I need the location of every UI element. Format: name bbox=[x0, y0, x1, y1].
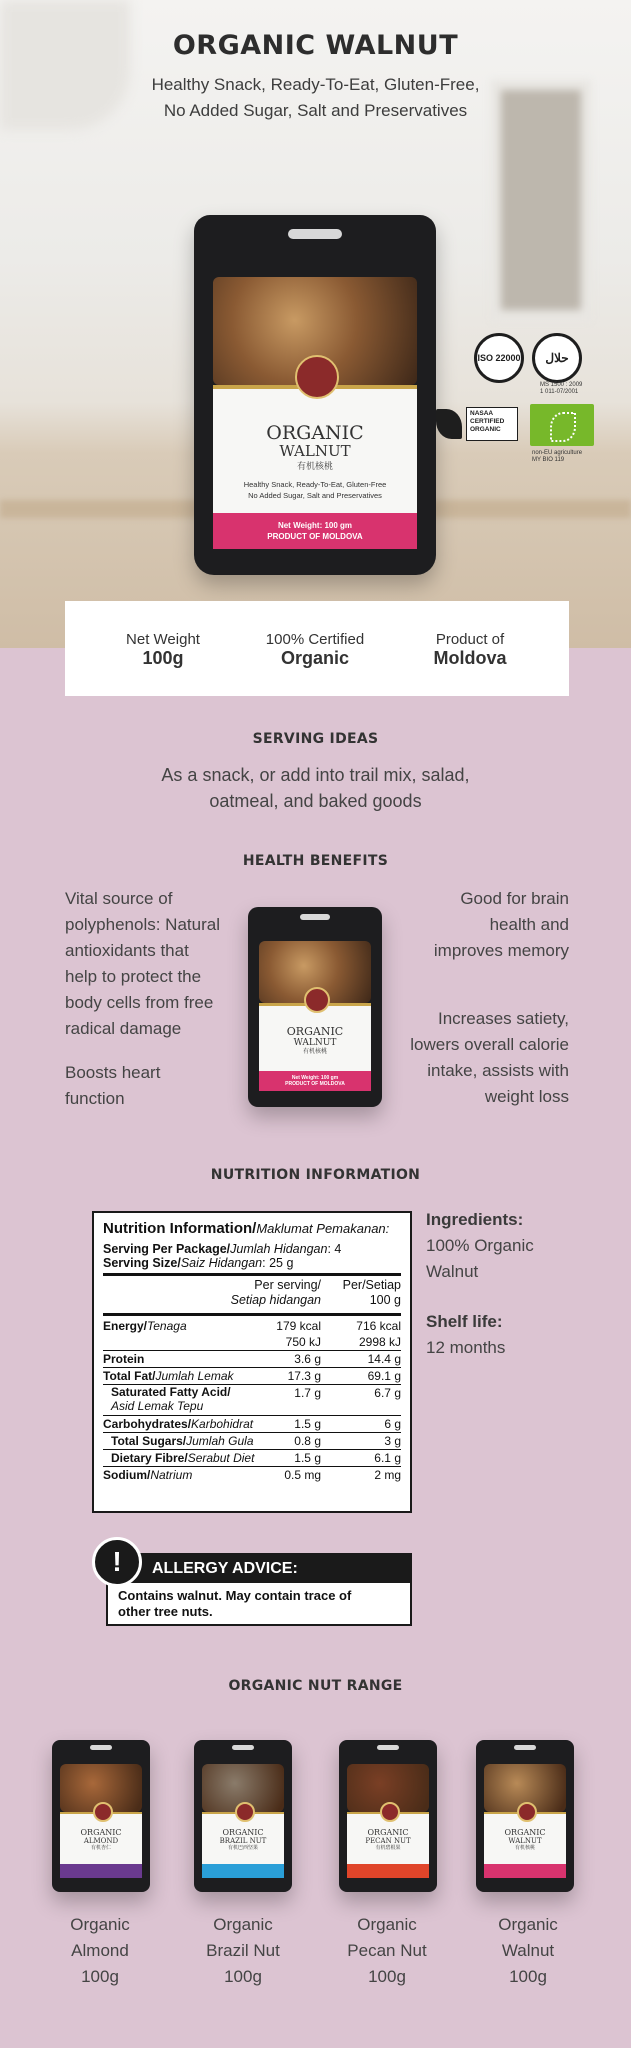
nutrition-row: Carbohydrates/Karbohidrat 1.5 g 6 g bbox=[103, 1417, 401, 1431]
nasaa-badge: NASAA CERTIFIED ORGANIC bbox=[436, 405, 522, 445]
serving-size: Serving Size/Saiz Hidangan: 25 g bbox=[103, 1256, 294, 1270]
benefit-line: Vital source of bbox=[65, 889, 173, 908]
range-heading: ORGANIC NUT RANGE bbox=[228, 1678, 403, 1694]
benefit-line: function bbox=[65, 1089, 125, 1108]
benefit-satiety bbox=[369, 1006, 569, 1110]
nutrition-row bbox=[103, 1334, 401, 1350]
subtitle-line: No Added Sugar, Salt and Preservatives bbox=[163, 101, 468, 120]
nutrition-row: Dietary Fibre/Serabut Diet 1.5 g 6.1 g bbox=[111, 1451, 401, 1465]
range-pouch-product: WALNUT bbox=[508, 1837, 542, 1845]
eu-organic-code: non-EU agriculture MY BIO 119 bbox=[532, 450, 583, 463]
page-title: ORGANIC WALNUT bbox=[172, 30, 459, 61]
nutrition-per-100g: 6 g bbox=[384, 1417, 401, 1431]
pouch-band: Net Weight: 100 gm PRODUCT OF MOLDOVA bbox=[213, 513, 416, 549]
benefit-polyphenols bbox=[65, 886, 245, 1042]
benefit-line: help to protect the bbox=[65, 967, 202, 986]
nutrition-row: Sodium/Natrium 0.5 mg 2 mg bbox=[103, 1468, 401, 1482]
product-pouch-walnut-small: ORGANIC WALNUT 有机核桃 Net Weight: 100 gm PRODUCT OF MOLDOVA bbox=[248, 907, 382, 1107]
range-pouch-product: BRAZIL NUT bbox=[219, 1837, 267, 1845]
nutrition-per-100g: 14.4 g bbox=[367, 1352, 401, 1366]
nutrition-table bbox=[92, 1211, 412, 1513]
product-facts-card bbox=[65, 601, 569, 696]
range-pouch-chinese: 有机巴西坚果 bbox=[227, 1845, 258, 1851]
eu-organic-leaf-icon bbox=[530, 404, 594, 446]
halal-code: MS 1500 : 2009 1 011-07/2001 bbox=[540, 382, 583, 395]
brand-seal-icon bbox=[93, 1802, 113, 1822]
nutrition-per-serving: 750 kJ bbox=[285, 1335, 321, 1349]
allergy-heading: ALLERGY ADVICE: bbox=[108, 1555, 410, 1583]
benefit-line: lowers overall calorie bbox=[410, 1035, 569, 1054]
nutrition-title: Nutrition Information/Maklumat Pemakanan: bbox=[103, 1220, 390, 1237]
nutrition-per-serving: 1.7 g bbox=[294, 1386, 321, 1400]
nutrition-per-100g: 2 mg bbox=[374, 1468, 401, 1482]
ingredients: Ingredients: 100% Organic Walnut bbox=[426, 1210, 534, 1281]
nutrition-per-100g: 6.1 g bbox=[374, 1451, 401, 1465]
range-pouch-product: PECAN NUT bbox=[365, 1837, 411, 1845]
nutrition-per-100g: 69.1 g bbox=[367, 1369, 401, 1383]
allergy-advice bbox=[106, 1553, 412, 1626]
range-pouch-chinese: 有机碧根果 bbox=[375, 1845, 401, 1851]
range-pouch-product: ALMOND bbox=[83, 1837, 119, 1845]
pouch-product: WALNUT bbox=[279, 442, 351, 460]
nutrition-row: Protein 3.6 g 14.4 g bbox=[103, 1352, 401, 1366]
halal-badge-icon: حلال bbox=[532, 333, 582, 383]
brand-seal-icon bbox=[380, 1802, 400, 1822]
nutrition-per-serving: 0.8 g bbox=[294, 1434, 321, 1448]
benefit-line: polyphenols: Natural bbox=[65, 915, 220, 934]
serving-text: As a snack, or add into trail mix, salad, oatmeal, and baked goods bbox=[161, 765, 470, 811]
range-pouch bbox=[52, 1740, 150, 1892]
benefit-line: health and bbox=[489, 915, 569, 934]
nutrition-per-serving: 179 kcal bbox=[276, 1319, 321, 1333]
benefit-line: body cells from free bbox=[65, 993, 214, 1012]
shelf-life: Shelf life: 12 months bbox=[426, 1312, 506, 1357]
nutrition-heading: NUTRITION INFORMATION bbox=[210, 1167, 421, 1183]
page-subtitle bbox=[0, 72, 631, 124]
pouch-tagline: No Added Sugar, Salt and Preservatives bbox=[248, 491, 382, 500]
brand-seal-icon bbox=[304, 987, 330, 1013]
benefit-brain bbox=[369, 886, 569, 964]
range-item-name: Organic Almond 100g bbox=[70, 1915, 130, 1986]
fact-certified: 100% Certified Organic bbox=[265, 631, 365, 668]
nutrition-per-100g: 716 kcal bbox=[356, 1319, 401, 1333]
range-item-name: Organic Pecan Nut 100g bbox=[347, 1915, 427, 1986]
nutrition-per-serving: 1.5 g bbox=[294, 1451, 321, 1465]
benefit-line: improves memory bbox=[433, 941, 569, 960]
range-pouch-brand: ORGANIC bbox=[367, 1828, 409, 1837]
exclamation-icon: ! bbox=[92, 1537, 142, 1587]
allergy-text: Contains walnut. May contain trace of other tree nuts. bbox=[118, 1588, 352, 1619]
benefit-line: Increases satiety, bbox=[437, 1009, 569, 1028]
benefit-line: radical damage bbox=[65, 1019, 182, 1038]
brand-seal-icon bbox=[235, 1802, 255, 1822]
serving-heading: SERVING IDEAS bbox=[252, 731, 379, 747]
nutrition-per-serving: 3.6 g bbox=[294, 1352, 321, 1366]
iso-badge-icon: ISO 22000 bbox=[474, 333, 524, 383]
brand-seal-icon bbox=[295, 355, 339, 399]
nutrition-row: Total Sugars/Jumlah Gula 0.8 g 3 g bbox=[111, 1434, 401, 1448]
nutrition-per-serving: 17.3 g bbox=[287, 1369, 321, 1383]
benefit-heart bbox=[65, 1060, 245, 1112]
pouch-tagline: Healthy Snack, Ready-To-Eat, Gluten-Free bbox=[243, 480, 387, 489]
benefit-line: intake, assists with bbox=[427, 1061, 569, 1080]
benefit-line: Boosts heart bbox=[65, 1063, 161, 1082]
nutrition-per-100g: 6.7 g bbox=[374, 1386, 401, 1400]
pouch-brand: ORGANIC bbox=[266, 422, 364, 444]
fact-origin: Product of Moldova bbox=[433, 631, 507, 668]
range-pouch-brand: ORGANIC bbox=[504, 1828, 546, 1837]
nutrition-row: Energy/Tenaga 179 kcal 716 kcal bbox=[103, 1319, 401, 1333]
pouch-label bbox=[213, 389, 416, 529]
health-heading: HEALTH BENEFITS bbox=[242, 853, 389, 869]
nutrition-per-serving: 0.5 mg bbox=[284, 1468, 321, 1482]
subtitle-line: Healthy Snack, Ready-To-Eat, Gluten-Free, bbox=[151, 75, 480, 94]
range-pouch bbox=[476, 1740, 574, 1892]
fact-net-weight: Net Weight 100g bbox=[126, 631, 200, 668]
range-pouch-chinese: 有机杏仁 bbox=[90, 1845, 111, 1851]
range-item-name: Organic Brazil Nut 100g bbox=[206, 1915, 280, 1986]
nutrition-per-serving: 1.5 g bbox=[294, 1417, 321, 1431]
benefit-line: Good for brain bbox=[460, 889, 569, 908]
nutrition-per-100g: 2998 kJ bbox=[358, 1335, 401, 1349]
servings-per-package: Serving Per Package/Jumlah Hidangan: 4 bbox=[103, 1242, 342, 1256]
nasaa-leaf-icon bbox=[436, 409, 462, 439]
nutrition-row: Total Fat/Jumlah Lemak 17.3 g 69.1 g bbox=[103, 1369, 401, 1383]
range-pouch-brand: ORGANIC bbox=[80, 1828, 122, 1837]
nutrition-per-100g: 3 g bbox=[384, 1434, 401, 1448]
range-pouch-chinese: 有机核桃 bbox=[514, 1845, 535, 1851]
pouch-chinese-name: 有机核桃 bbox=[296, 461, 333, 471]
product-pouch-walnut bbox=[194, 215, 436, 575]
range-pouch bbox=[339, 1740, 437, 1892]
nutrition-column-header: Per serving/ Setiap hidangan Per/Setiap 100 g bbox=[230, 1278, 401, 1307]
range-item-name: Organic Walnut 100g bbox=[498, 1915, 558, 1986]
range-pouch-brand: ORGANIC bbox=[222, 1828, 264, 1837]
nutrition-row: Saturated Fatty Acid/ Asid Lemak Tepu 1.7 g 6.7 g bbox=[111, 1385, 401, 1413]
range-pouch bbox=[194, 1740, 292, 1892]
benefit-line: weight loss bbox=[484, 1087, 569, 1106]
brand-seal-icon bbox=[517, 1802, 537, 1822]
benefit-line: antioxidants that bbox=[65, 941, 189, 960]
